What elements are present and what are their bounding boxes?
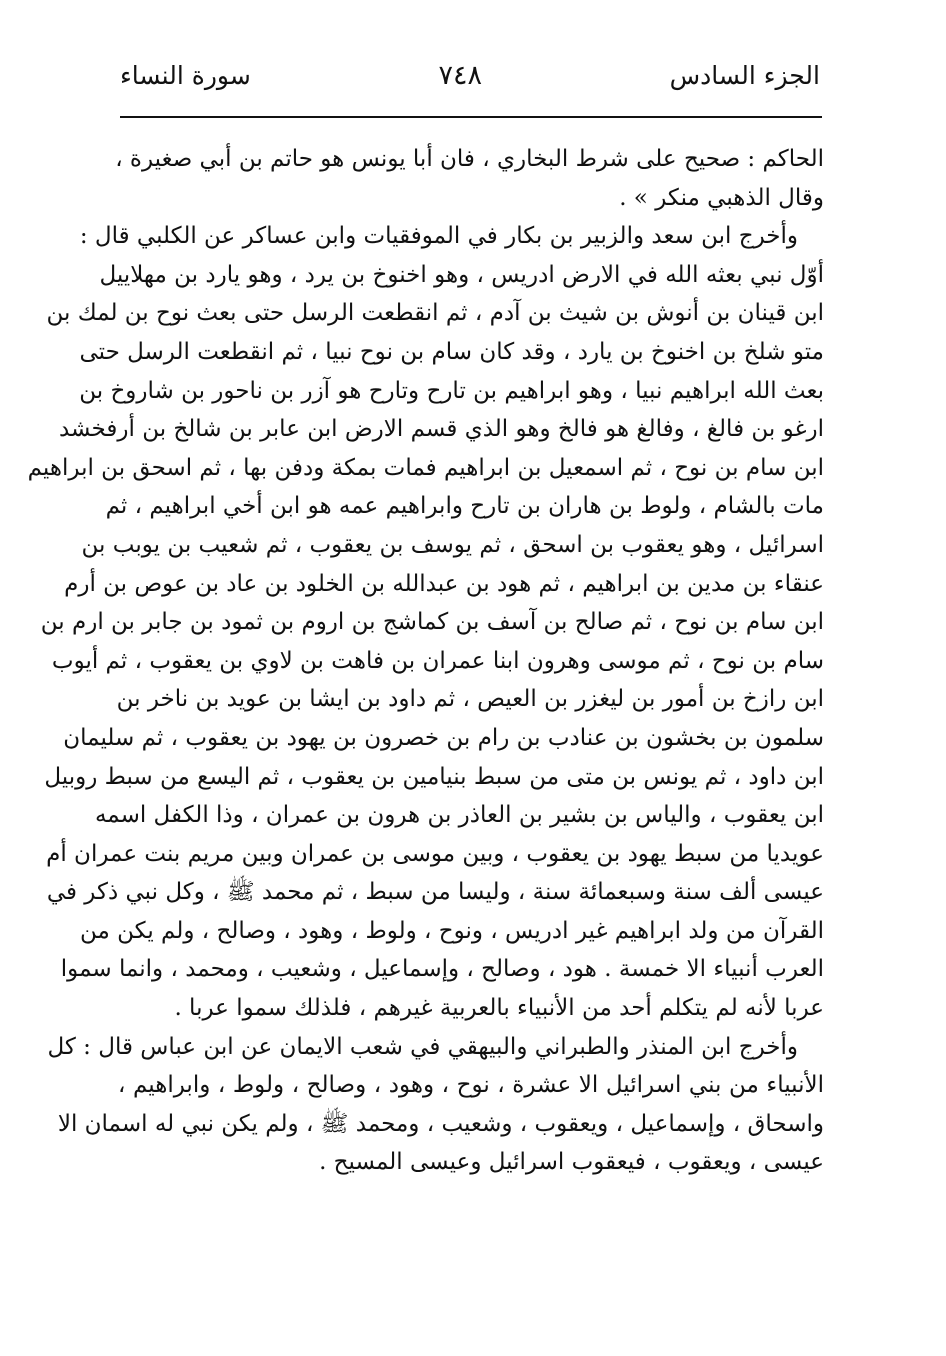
text-line: وأخرج ابن المنذر والطبراني والبيهقي في شعب الايمان عن ابن عباس قال : كل — [47, 1033, 798, 1060]
text-line: عيسى ، ويعقوب ، فيعقوب اسرائيل وعيسى المسيح . — [319, 1149, 824, 1176]
text-line: عربا لأنه لم يتكلم أحد من الأنبياء بالعربية غيرهم ، فلذلك سموا عربا . — [174, 995, 824, 1022]
text-line: سام بن نوح ، ثم موسى وهرون ابنا عمران بن فاهت بن لاوي بن يعقوب ، ثم أيوب — [51, 647, 824, 674]
text-line: ابن يعقوب ، والياس بن بشير بن العاذر بن هرون بن عمران ، وذا الكفل اسمه — [94, 802, 824, 829]
text-line: العرب أنبياء الا خمسة . هود ، وصالح ، وإسماعيل ، وشعيب ، ومحمد ، وانما سموا — [60, 956, 824, 983]
text-line: اسرائيل ، وهو يعقوب بن اسحق ، ثم يوسف بن يعقوب ، ثم شعيب بن يوبب بن — [81, 531, 824, 558]
text-line: ابن سام بن نوح ، ثم صالح بن آسف بن كماشج بن اروم بن ثمود بن جابر بن ارم بن — [40, 609, 824, 636]
text-line: سلمون بن بخشون بن عنادب بن رام بن خصرون بن يهود بن يعقوب ، ثم سليمان — [63, 724, 824, 751]
page-header — [120, 50, 820, 100]
text-line: أوّل نبي بعثه الله في الارض ادريس ، وهو اخنوخ بن يرد ، وهو يارد بن مهلاييل — [99, 261, 824, 288]
text-line: ابن داود ، ثم يونس بن متى من سبط بنيامين بن يعقوب ، ثم اليسع من سبط روبيل — [44, 763, 824, 790]
text-line: بعث الله ابراهيم نبيا ، وهو ابراهيم بن تارح وتارح هو آزر بن ناحور بن شاروخ بن — [79, 377, 824, 404]
text-line: ابن رازخ بن أمور بن ليغزر بن العيص ، ثم داود بن ايشا بن عويد بن ناخر بن — [116, 686, 824, 713]
text-line: ابن قينان بن أنوش بن شيث بن آدم ، ثم انقطعت الرسل حتى بعث نوح بن لمك بن — [46, 300, 824, 327]
header-rule — [120, 116, 822, 118]
text-line: عويديا من سبط يهود بن يعقوب ، وبين موسى بن عمران وبين مريم بنت عمران أم — [46, 840, 824, 867]
text-line: وأخرج ابن سعد والزبير بن بكار في الموفقيات وابن عساكر عن الكلبي قال : — [79, 223, 798, 250]
header-part-title: الجزء السادس — [669, 60, 820, 90]
text-line: مات بالشام ، ولوط بن هاران بن تارح وابراهيم عمه هو ابن أخي ابراهيم ، ثم — [105, 493, 824, 520]
text-line: ابن سام بن نوح ، ثم اسمعيل بن ابراهيم فمات بمكة ودفن بها ، ثم اسحق بن ابراهيم — [27, 454, 824, 481]
text-line: واسحاق ، وإسماعيل ، ويعقوب ، وشعيب ، ومحمد ﷺ ، ولم يكن نبي له اسمان الا — [57, 1110, 824, 1137]
page-body-text — [27, 140, 824, 1182]
header-surah-title: سورة النساء — [120, 60, 251, 90]
text-line: الحاكم : صحيح على شرط البخاري ، فان أبا يونس هو حاتم بن أبي صغيرة ، — [115, 146, 824, 172]
page-number: ٧٤٨ — [438, 59, 482, 91]
text-line: عنقاء بن مدين بن ابراهيم ، ثم هود بن عبدالله بن الخلود بن عاد بن عوص بن أرم — [64, 570, 824, 597]
text-line: ارغو بن فالغ ، وفالغ هو فالخ وهو الذي قسم الارض ابن عابر بن شالخ بن أرفخشد — [58, 416, 824, 443]
text-line: وقال الذهبي منكر » . — [619, 184, 824, 211]
text-line: الأنبياء من بني اسرائيل الا عشرة ، نوح ، وهود ، وصالح ، ولوط ، وابراهيم ، — [118, 1072, 824, 1099]
text-line: عيسى ألف سنة وسبعمائة سنة ، وليسا من سبط ، ثم محمد ﷺ ، وكل نبي ذكر في — [46, 879, 824, 906]
text-line: متو شلخ بن اخنوخ بن يارد ، وقد كان سام بن نوح نبيا ، ثم انقطعت الرسل حتى — [79, 338, 824, 365]
text-line: القرآن من ولد ابراهيم غير ادريس ، ونوح ، ولوط ، وهود ، وصالح ، ولم يكن من — [79, 917, 824, 944]
